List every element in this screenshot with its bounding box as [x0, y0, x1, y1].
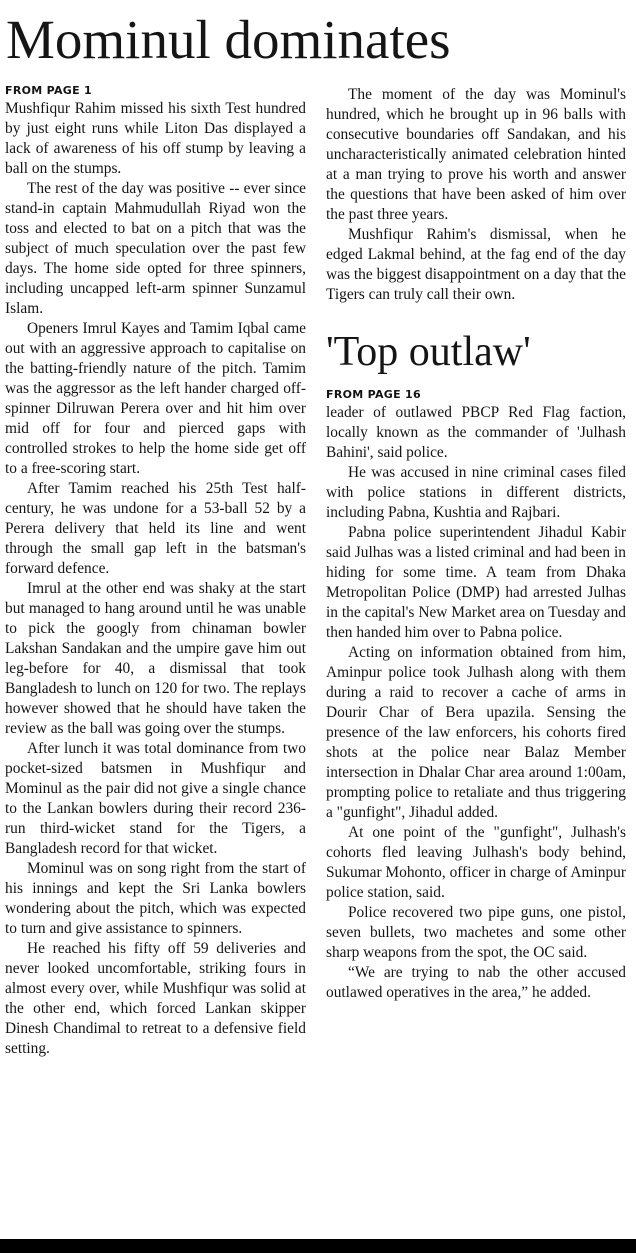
- article-paragraph: He was accused in nine criminal cases filed with police stations in different districts, including Pabna, Kushtia and Rajbari.: [326, 464, 626, 521]
- article-paragraph: Mushfiqur Rahim's dismissal, when he edged Lakmal behind, at the fag end of the day was the biggest disappointment on a day that the Tigers can truly call their own.: [326, 226, 626, 303]
- article-paragraph: He reached his fifty off 59 deliveries and never looked uncomfortable, striking fours in almost every over, while Mushfiqur was solid at the other end, which forced Lankan skipper Dinesh Chandimal to retreat to a defensive field setting.: [5, 940, 306, 1057]
- article-paragraph: After Tamim reached his 25th Test half-century, he was undone for a 53-ball 52 by a Perera delivery that held its line and went through the small gap left in the batsman's forward defence.: [5, 480, 306, 577]
- dateline: FROM PAGE 16: [326, 388, 421, 401]
- article-paragraph: “We are trying to nab the other accused outlawed operatives in the area,” he added.: [326, 964, 626, 1001]
- article-paragraph: At one point of the "gunfight", Julhash's cohorts fled leaving Julhash's body behind, Sukumar Mohonto, officer in charge of Aminpur police station, said.: [326, 824, 626, 901]
- article-paragraph: Police recovered two pipe guns, one pistol, seven bullets, two machetes and some other sharp weapons from the spot, the OC said.: [326, 904, 626, 961]
- article-paragraph: leader of outlawed PBCP Red Flag faction, locally known as the commander of 'Julhash Bahini', said police.: [326, 404, 626, 461]
- article-paragraph: The moment of the day was Mominul's hundred, which he brought up in 96 balls with consecutive boundaries off Sandakan, and his uncharacteristically animated celebration hinted at a man trying to prove his worth and answer the questions that have been asked of him over the past three years.: [326, 86, 626, 223]
- section-headline: 'Top outlaw': [326, 329, 531, 375]
- article-paragraph: Mushfiqur Rahim missed his sixth Test hundred by just eight runs while Liton Das displayed a lack of awareness of his off stump by leaving a ball on the stumps.: [5, 100, 306, 177]
- article-paragraph: Mominul was on song right from the start of his innings and kept the Sri Lanka bowlers wondering about the pitch, which was expected to turn and give assistance to spinners.: [5, 860, 306, 937]
- article-paragraph: Acting on information obtained from him, Aminpur police took Julhash along with them during a raid to recover a cache of arms in Dourir Char of Bera upazila. Sensing the presence of the law enforcers, his cohorts fired shots at the police near Balaz Member intersection in Dhalar Char area around 1:00am, prompting police to retaliate and thus triggering a "gunfight", Jihadul added.: [326, 644, 626, 821]
- article-paragraph: Imrul at the other end was shaky at the start but managed to hang around until he was unable to pick the googly from chinaman bowler Lakshan Sandakan and the umpire gave him out leg-before for 40, a dismissal that took Bangladesh to lunch on 120 for two. The replays however showed that he should have taken the review as the ball was going over the stumps.: [5, 580, 306, 737]
- article-paragraph: After lunch it was total dominance from two pocket-sized batsmen in Mushfiqur and Mominul as the pair did not give a single chance to the Lankan bowlers during their record 236-run third-wicket stand for the Tigers, a Bangladesh record for that wicket.: [5, 740, 306, 857]
- bottom-border: [0, 1239, 636, 1253]
- article-column-left: [5, 83, 306, 1059]
- article-column-right: [326, 85, 626, 1003]
- article-paragraph: Openers Imrul Kayes and Tamim Iqbal came out with an aggressive approach to capitalise on the batting-friendly nature of the pitch. Tamim was the aggressor as the left hander charged off-spinner Dilruwan Perera over and hit him over mid off for four and pierced gaps with controlled strokes to help the home side get off to a free-scoring start.: [5, 320, 306, 477]
- article-paragraph: The rest of the day was positive -- ever since stand-in captain Mahmudullah Riyad won the toss and elected to bat on a pitch that was the subject of much speculation over the past few days. The home side opted for three spinners, including uncapped left-arm spinner Sunzamul Islam.: [5, 180, 306, 317]
- headline: Mominul dominates: [6, 9, 451, 70]
- article-paragraph: Pabna police superintendent Jihadul Kabir said Julhas was a listed criminal and had been in hiding for some time. A team from Dhaka Metropolitan Police (DMP) had arrested Julhas in the capital's New Market area on Tuesday and then handed him over to Pabna police.: [326, 524, 626, 641]
- dateline: FROM PAGE 1: [5, 84, 93, 97]
